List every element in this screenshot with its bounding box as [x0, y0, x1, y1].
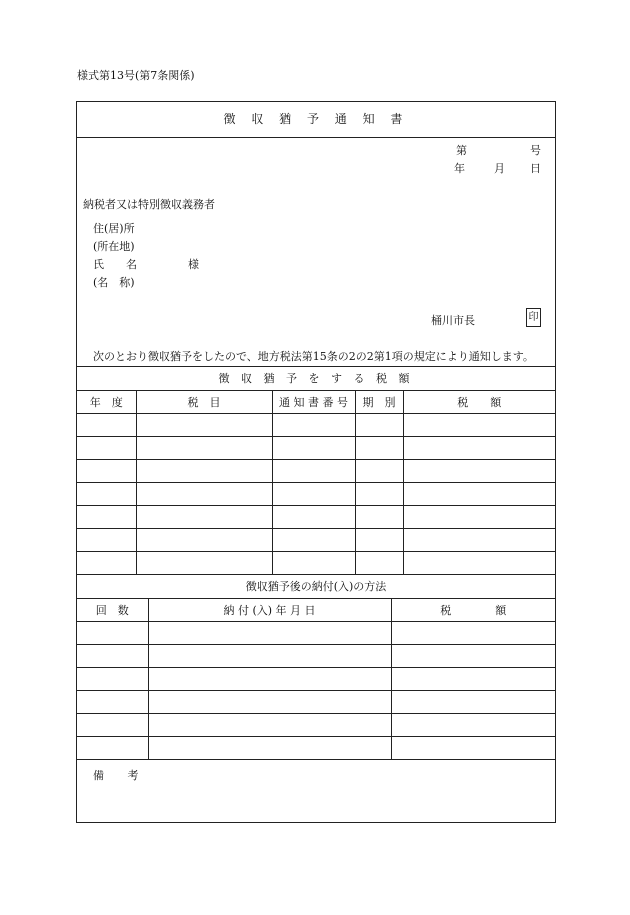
table-cell — [77, 668, 148, 691]
table-cell — [148, 737, 391, 760]
table-cell — [391, 714, 555, 737]
table-cell — [272, 506, 355, 529]
table-cell — [77, 437, 136, 460]
table-cell — [77, 506, 136, 529]
table-cell — [403, 437, 555, 460]
address-block — [93, 220, 199, 292]
section1-title: 徴 収 猶 予 を す る 税 額 — [77, 367, 555, 391]
table-row — [77, 691, 555, 714]
table-cell — [355, 437, 403, 460]
table-cell — [136, 414, 272, 437]
table-row — [77, 668, 555, 691]
table-cell — [77, 552, 136, 575]
table-cell — [136, 506, 272, 529]
table-cell — [77, 737, 148, 760]
table-cell — [272, 414, 355, 437]
table-cell — [148, 714, 391, 737]
table-cell — [355, 529, 403, 552]
month-label: 月 — [494, 162, 505, 175]
table-cell — [403, 529, 555, 552]
name-label: 氏 名 — [93, 258, 137, 271]
deferred-tax-table — [77, 391, 555, 575]
column-header: 税 額 — [403, 391, 555, 414]
payment-method-table — [77, 599, 555, 760]
notice-form — [76, 101, 556, 823]
table-cell — [148, 622, 391, 645]
table-cell — [272, 483, 355, 506]
column-header: 年 度 — [77, 391, 136, 414]
table-cell — [77, 691, 148, 714]
table-cell — [355, 483, 403, 506]
table-cell — [148, 645, 391, 668]
column-header: 納 付 (入) 年 月 日 — [148, 599, 391, 622]
table-header-row — [77, 599, 555, 622]
table-row — [77, 622, 555, 645]
address-label: 住(居)所 — [93, 222, 135, 235]
column-header: 期 別 — [355, 391, 403, 414]
table-cell — [391, 622, 555, 645]
table-cell — [272, 552, 355, 575]
table-row — [77, 506, 555, 529]
table-cell — [77, 460, 136, 483]
table-cell — [77, 645, 148, 668]
form-title: 徴 収 猶 予 通 知 書 — [77, 102, 555, 138]
table-cell — [77, 483, 136, 506]
table-row — [77, 437, 555, 460]
section2-title: 徴収猶予後の納付(入)の方法 — [77, 575, 555, 599]
column-header: 税 目 — [136, 391, 272, 414]
column-header: 税 額 — [391, 599, 555, 622]
table-cell — [355, 460, 403, 483]
table-cell — [403, 483, 555, 506]
table-cell — [403, 414, 555, 437]
taxpayer-label: 納税者又は特別徴収義務者 — [83, 198, 215, 211]
table-row — [77, 483, 555, 506]
table-cell — [391, 737, 555, 760]
date-line — [454, 160, 541, 176]
column-header: 通 知 書 番 号 — [272, 391, 355, 414]
table-cell — [355, 506, 403, 529]
table-cell — [391, 645, 555, 668]
table-row — [77, 414, 555, 437]
table-cell — [77, 714, 148, 737]
table-row — [77, 737, 555, 760]
notice-text: 次のとおり徴収猶予をしたので、地方税法第15条の2の2第1項の規定により通知します。 — [93, 350, 534, 363]
table-cell — [136, 460, 272, 483]
entity-name-label: (名 称) — [93, 276, 135, 289]
table-row — [77, 552, 555, 575]
seal-mark: 印 — [526, 308, 541, 327]
remarks-box — [77, 760, 555, 825]
table-cell — [355, 414, 403, 437]
column-header: 回 数 — [77, 599, 148, 622]
table-cell — [136, 437, 272, 460]
table-cell — [355, 552, 403, 575]
table-cell — [148, 668, 391, 691]
name-row — [93, 256, 199, 274]
table-cell — [272, 437, 355, 460]
table-row — [77, 714, 555, 737]
table-cell — [272, 460, 355, 483]
location-label: (所在地) — [93, 240, 135, 253]
table-row — [77, 460, 555, 483]
table-cell — [391, 691, 555, 714]
table-cell — [391, 668, 555, 691]
honorific-label: 様 — [188, 258, 199, 271]
table-cell — [272, 529, 355, 552]
table-cell — [148, 691, 391, 714]
table-cell — [403, 552, 555, 575]
mayor-label: 桶川市長 — [431, 314, 475, 327]
table-cell — [77, 414, 136, 437]
table-row — [77, 529, 555, 552]
number-prefix: 第 — [456, 144, 467, 157]
table-cell — [136, 529, 272, 552]
number-suffix: 号 — [530, 144, 541, 157]
day-label: 日 — [530, 162, 541, 175]
table-cell — [77, 622, 148, 645]
table-cell — [136, 552, 272, 575]
form-header — [77, 138, 555, 367]
table-cell — [136, 483, 272, 506]
document-number-line — [456, 142, 541, 158]
remarks-label: 備 考 — [93, 769, 149, 782]
form-id: 様式第13号(第7条関係) — [77, 69, 195, 82]
table-cell — [403, 460, 555, 483]
table-cell — [77, 529, 136, 552]
table-row — [77, 645, 555, 668]
year-label: 年 — [454, 162, 465, 175]
table-cell — [403, 506, 555, 529]
table-header-row — [77, 391, 555, 414]
